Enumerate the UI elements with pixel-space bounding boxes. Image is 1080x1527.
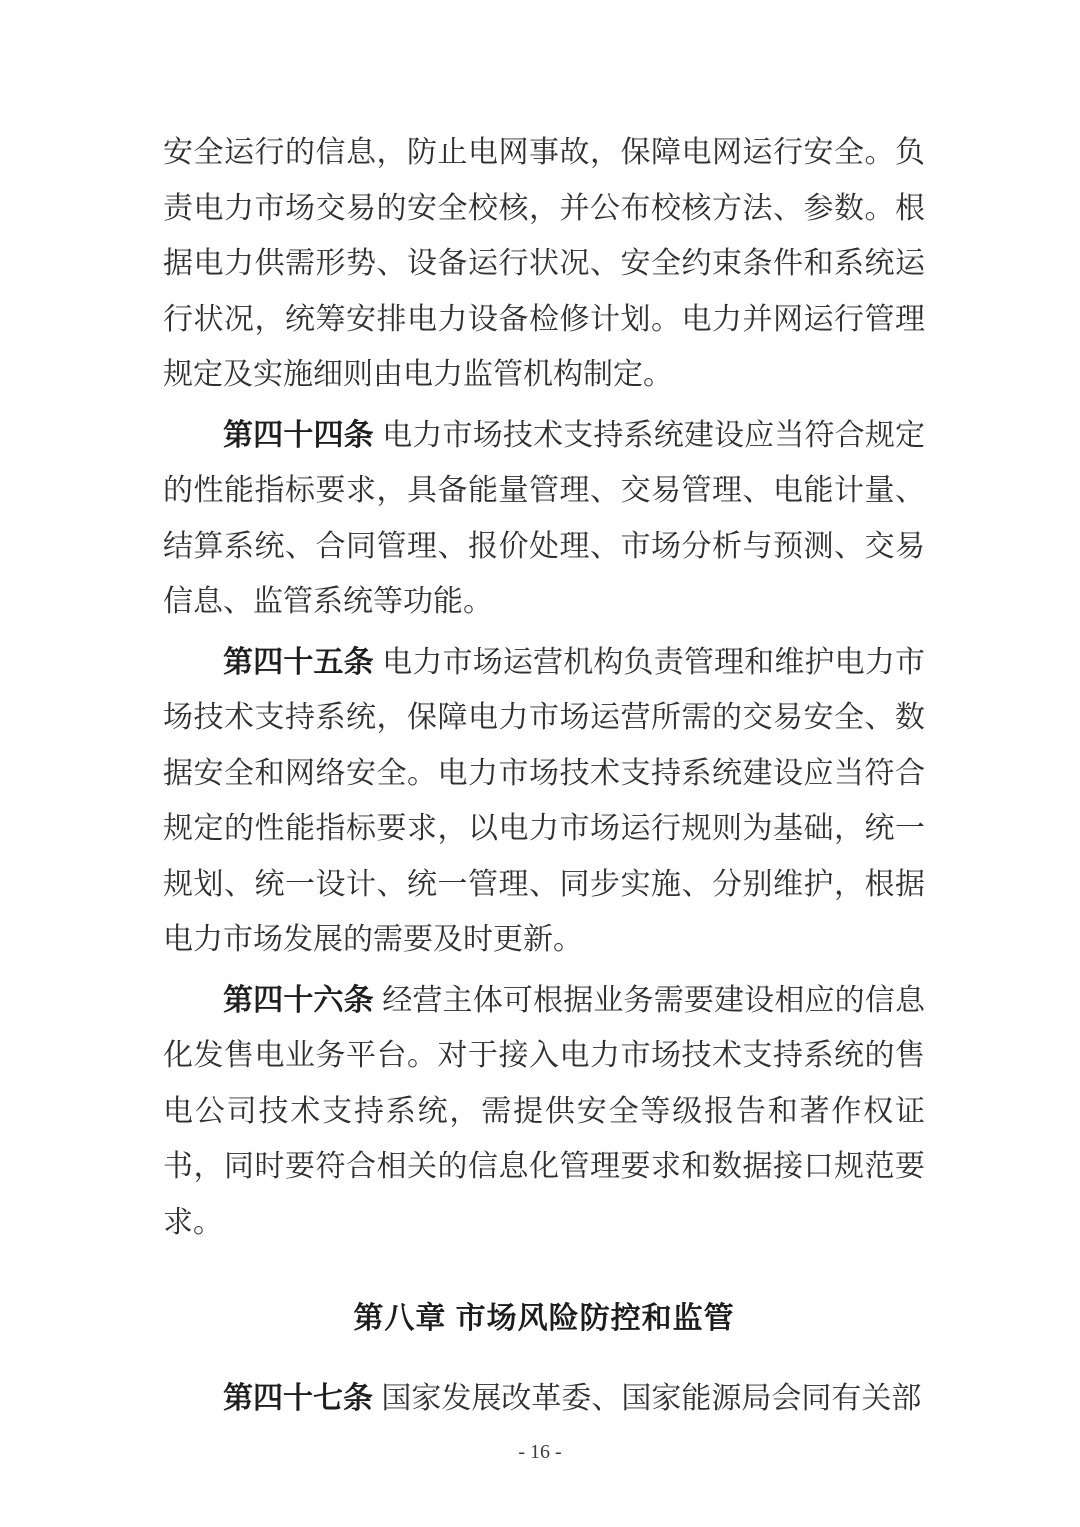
article-paragraph: 第四十五条 电力市场运营机构负责管理和维护电力市场技术支持系统，保障电力市场运营所需的交易安全、数据安全和网络安全。电力市场技术支持系统建设应当符合规定的性能指标要求，以电力市场运行规则为基础，统一规划、统一设计、统一管理、同步实施、分别维护，根据电力市场发展的需要及时更新。	[163, 645, 926, 956]
chapter-heading: 第八章 市场风险防控和监管	[353, 1302, 735, 1335]
article-number: 第四十四条	[223, 418, 374, 452]
article-number: 第四十六条	[223, 983, 374, 1017]
page-number: - 16 -	[518, 1440, 562, 1463]
article-paragraph: 第四十七条 国家发展改革委、国家能源局会同有关部	[223, 1382, 922, 1415]
article-paragraph: 第四十四条 电力市场技术支持系统建设应当符合规定的性能指标要求，具备能量管理、交易管理、电能计量、结算系统、合同管理、报价处理、市场分析与预测、交易信息、监管系统等功能。	[163, 418, 926, 618]
body-paragraph: 安全运行的信息，防止电网事故，保障电网运行安全。负责电力市场交易的安全校核，并公布校核方法、参数。根据电力供需形势、设备运行状况、安全约束条件和系统运行状况，统筹安排电力设备检修计划。电力并网运行管理规定及实施细则由电力监管机构制定。	[163, 136, 925, 391]
article-number: 第四十五条	[223, 645, 374, 679]
article-number: 第四十七条	[223, 1382, 373, 1415]
article-paragraph: 第四十六条 经营主体可根据业务需要建设相应的信息化发售电业务平台。对于接入电力市场技术支持系统的售电公司技术支持系统，需提供安全等级报告和著作权证书，同时要符合相关的信息化管理要求和数据接口规范要求。	[163, 983, 926, 1239]
